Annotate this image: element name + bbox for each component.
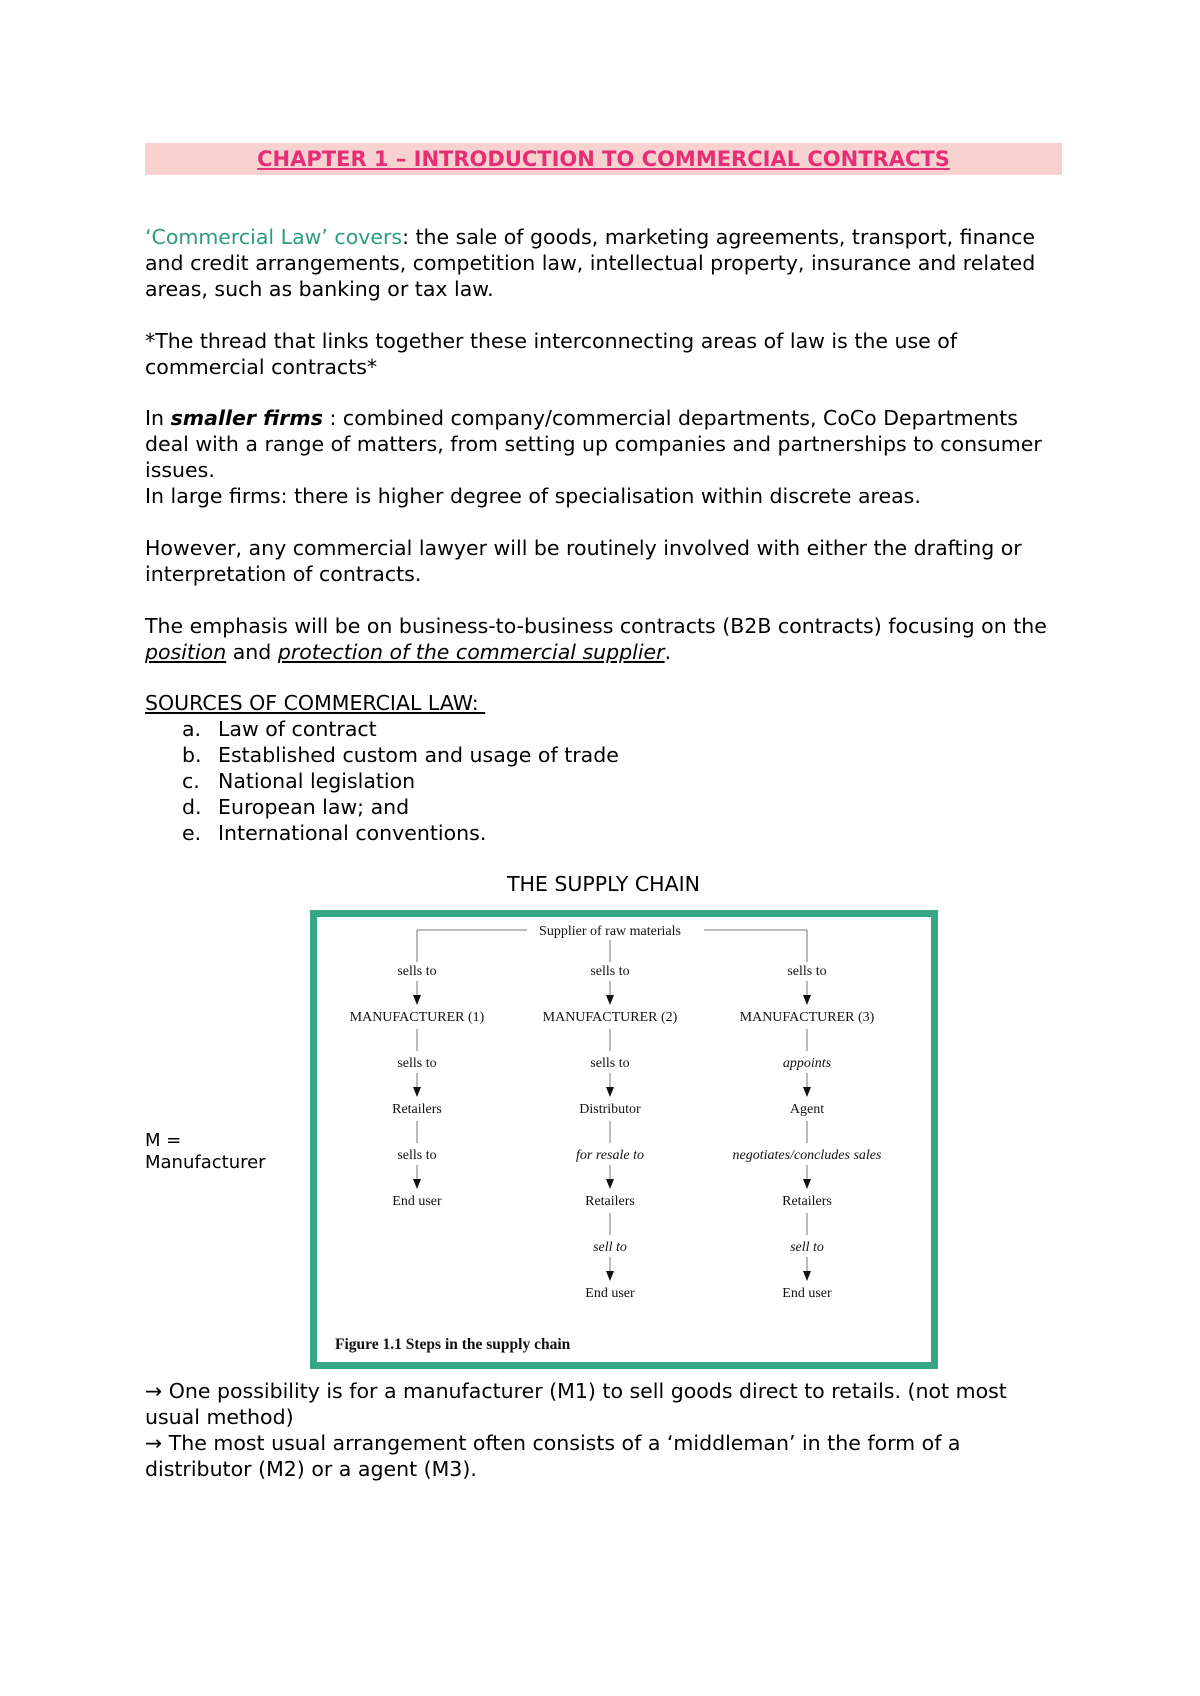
emphasis-text-end: .	[664, 640, 672, 664]
diagram-relation-label: appoints	[782, 1056, 832, 1071]
list-text: European law; and	[218, 795, 410, 819]
diagram-node: Retailers	[392, 1102, 442, 1117]
list-letter: a.	[182, 717, 202, 741]
manufacturer-note: M = Manufacturer	[145, 1130, 266, 1173]
diagram-relation-label: sells to	[397, 1148, 437, 1163]
diagram-relation-label: sell to	[790, 1240, 824, 1255]
list-letter: b.	[182, 743, 202, 767]
list-text: National legislation	[218, 769, 416, 793]
diagram-relation-label: sell to	[593, 1240, 627, 1255]
diagram-node: Distributor	[579, 1102, 641, 1117]
smaller-firms-description: : combined company/commercial departments, CoCo Departments deal with a range of matters, from setting up companies and partnerships to consumer issues.	[145, 406, 1042, 482]
arrow-down-icon	[413, 995, 421, 1005]
emphasis-text-2: and	[226, 640, 278, 664]
supply-chain-title: THE SUPPLY CHAIN	[506, 872, 701, 896]
figure-caption: Figure 1.1 Steps in the supply chain	[335, 1336, 571, 1353]
paragraph-commercial-law	[145, 224, 1065, 302]
large-firms-line: In large firms: there is higher degree of specialisation within discrete areas.	[145, 484, 921, 508]
diagram-relation-label: negotiates/concludes sales	[732, 1148, 882, 1163]
chapter-title: CHAPTER 1 – INTRODUCTION TO COMMERCIAL CONTRACTS	[145, 143, 1062, 175]
arrow-down-icon	[803, 1179, 811, 1189]
arrow-down-icon	[606, 1179, 614, 1189]
diagram-top-node: Supplier of raw materials	[539, 924, 681, 939]
diagram-node: Retailers	[585, 1194, 635, 1209]
list-letter: c.	[182, 769, 200, 793]
supply-chain-diagram	[310, 910, 938, 1369]
paragraph-thread: *The thread that links together these interconnecting areas of law is the use of commercial contracts*	[145, 329, 958, 379]
list-item	[182, 716, 619, 742]
diagram-relation-label: for resale to	[576, 1148, 644, 1163]
paragraph-firms	[145, 405, 1065, 509]
smaller-firms-emphasis: smaller firms	[170, 406, 323, 430]
diagram-relation-label: sells to	[397, 964, 437, 979]
commercial-law-term: ‘Commercial Law’ covers	[145, 225, 403, 249]
diagram-node: Agent	[789, 1102, 825, 1117]
arrow-down-icon	[803, 1271, 811, 1281]
protection-underlined: protection of the commercial supplier	[277, 640, 665, 664]
diagram-node: MANUFACTURER (2)	[542, 1010, 678, 1025]
arrow-down-icon	[413, 1179, 421, 1189]
commercial-law-description: : the sale of goods, marketing agreements, transport, finance and credit arrangements, competition law, intellectual property, insurance and related areas, such as banking or tax law.	[145, 225, 1036, 301]
position-underlined: position	[145, 640, 227, 664]
diagram-node: MANUFACTURER (3)	[739, 1010, 875, 1025]
list-letter: d.	[182, 795, 202, 819]
firms-prefix: In	[145, 406, 171, 430]
list-letter: e.	[182, 821, 202, 845]
arrow-icon: →	[145, 1431, 163, 1455]
supply-chain-svg	[317, 917, 931, 1362]
list-item	[182, 820, 619, 846]
arrow-down-icon	[803, 995, 811, 1005]
arrow-down-icon	[606, 995, 614, 1005]
arrow-icon: →	[145, 1379, 163, 1403]
diagram-relation-label: sells to	[787, 964, 827, 979]
diagram-relation-label: sells to	[590, 1056, 630, 1071]
diagram-node: Retailers	[782, 1194, 832, 1209]
emphasis-text-1: The emphasis will be on business-to-business contracts (B2B contracts) focusing on the	[145, 614, 1047, 638]
paragraph-emphasis	[145, 613, 1065, 665]
arrow-down-icon	[606, 1087, 614, 1097]
paragraph-lawyer: However, any commercial lawyer will be routinely involved with either the drafting or interpretation of contracts.	[145, 536, 1022, 586]
arrow-down-icon	[413, 1087, 421, 1097]
list-item	[182, 794, 619, 820]
list-text: International conventions.	[218, 821, 487, 845]
diagram-node: End user	[392, 1194, 442, 1209]
bottom-notes	[145, 1378, 1065, 1482]
list-item	[182, 768, 619, 794]
note-line-1: One possibility is for a manufacturer (M1) to sell goods direct to retails. (not most usual method)	[145, 1379, 1007, 1429]
arrow-down-icon	[606, 1271, 614, 1281]
note-line-2: The most usual arrangement often consists of a ‘middleman’ in the form of a distributor (M2) or a agent (M3).	[145, 1431, 961, 1481]
sources-list	[182, 716, 619, 846]
arrow-down-icon	[803, 1087, 811, 1097]
list-text: Established custom and usage of trade	[218, 743, 619, 767]
diagram-node: MANUFACTURER (1)	[349, 1010, 485, 1025]
list-item	[182, 742, 619, 768]
diagram-relation-label: sells to	[590, 964, 630, 979]
sources-heading: SOURCES OF COMMERCIAL LAW:	[145, 691, 486, 715]
diagram-node: End user	[782, 1286, 832, 1301]
diagram-node: End user	[585, 1286, 635, 1301]
diagram-relation-label: sells to	[397, 1056, 437, 1071]
list-text: Law of contract	[218, 717, 377, 741]
